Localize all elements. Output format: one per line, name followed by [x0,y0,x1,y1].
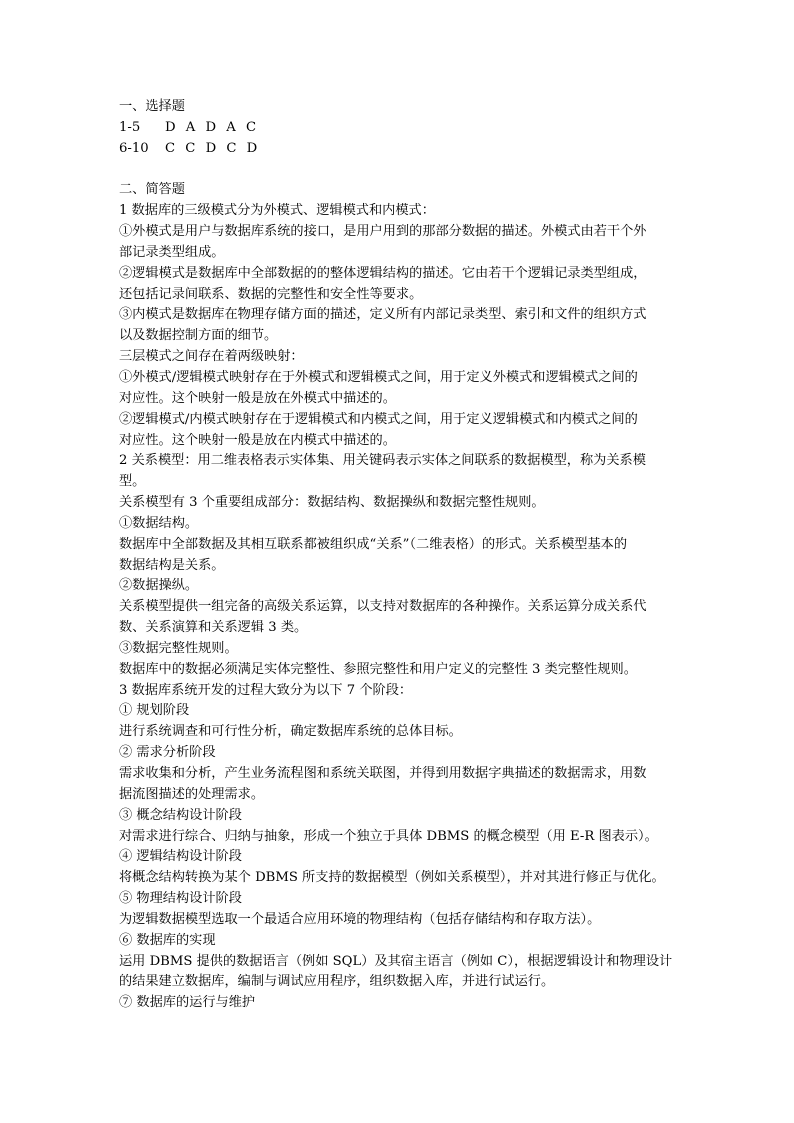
text-line: ②逻辑模式/内模式映射存在于逻辑模式和内模式之间，用于定义逻辑模式和内模式之间的 [119,411,638,427]
text-line: ③内模式是数据库在物理存储方面的描述，定义所有内部记录类型、索引和文件的组织方式 [119,307,647,323]
text-line: ④ 逻辑结构设计阶段 [119,849,242,865]
text-line: 关系模型提供一组完备的高级关系运算，以支持对数据库的各种操作。关系运算分成关系代 [119,599,647,615]
text-line: ⑤ 物理结构设计阶段 [119,891,242,907]
text-line: ①外模式/逻辑模式映射存在于外模式和逻辑模式之间，用于定义外模式和逻辑模式之间的 [119,369,638,385]
text-line: 还包括记录间联系、数据的完整性和安全性等要求。 [119,286,423,302]
text-line: 运用 DBMS 提供的数据语言（例如 SQL）及其宿主语言（例如 C），根据逻辑设计和物理设计 [119,953,673,969]
text-line: 对应性。这个映射一般是放在外模式中描述的。 [119,390,396,406]
answer-range: 1-5 [119,119,141,135]
section-heading-short-answer: 二、简答题 [119,182,185,198]
blank-line [119,160,679,181]
text-line: 为逻辑数据模型选取一个最适合应用环境的物理结构（包括存储结构和存取方法）。 [119,911,601,927]
text-line: 三层模式之间存在着两级映射： [119,349,304,365]
document-body [119,97,679,1014]
answer-range: 6-10 [119,140,149,156]
text-line: 数、关系演算和关系逻辑 3 类。 [119,620,308,636]
text-line: ②数据操纵。 [119,578,199,594]
answer-row [119,139,679,160]
text-line: ⑦ 数据库的运行与维护 [119,995,256,1011]
text-line: 进行系统调查和可行性分析，确定数据库系统的总体目标。 [119,724,462,740]
text-line: 关系模型有 3 个重要组成部分：数据结构、数据操纵和数据完整性规则。 [119,495,545,511]
text-line: 部记录类型组成。 [119,244,225,260]
text-line: 3 数据库系统开发的过程大致分为以下 7 个阶段： [119,682,413,698]
text-line: 1 数据库的三级模式分为外模式、逻辑模式和内模式： [119,203,435,219]
section-heading-choice: 一、选择题 [119,99,185,114]
answer-keys: D A D A C [165,119,260,135]
text-line: ①外模式是用户与数据库系统的接口，是用户用到的那部分数据的描述。外模式由若干个外 [119,224,647,240]
answer-row [119,118,679,139]
text-line: ⑥ 数据库的实现 [119,932,216,948]
short-answer-text [119,201,679,1014]
text-line: 对应性。这个映射一般是放在内模式中描述的。 [119,432,396,448]
text-line: 的结果建立数据库，编制与调试应用程序，组织数据入库，并进行试运行。 [119,974,555,990]
answer-keys: C C D C D [165,140,261,156]
text-line: 对需求进行综合、归纳与抽象，形成一个独立于具体 DBMS 的概念模型（用 E-R 图表示）。 [119,828,658,844]
text-line: ③ 概念结构设计阶段 [119,807,242,823]
text-line: 型。 [119,474,146,490]
text-line: ① 规划阶段 [119,703,190,719]
text-line: 需求收集和分析，产生业务流程图和系统关联图，并得到用数据字典描述的数据需求，用数 [119,766,647,781]
text-line: 据流图描述的处理需求。 [119,786,265,802]
text-line: ③数据完整性规则。 [119,640,238,656]
text-line: ①数据结构。 [119,515,199,531]
text-line: 数据结构是关系。 [119,557,225,573]
text-line: ②逻辑模式是数据库中全部数据的的整体逻辑结构的描述。它由若干个逻辑记录类型组成， [119,265,647,281]
text-line: ② 需求分析阶段 [119,745,216,761]
text-line: 将概念结构转换为某个 DBMS 所支持的数据模型（例如关系模型），并对其进行修正与优化。 [119,870,665,886]
text-line: 数据库中全部数据及其相互联系都被组织成“关系”（二维表格）的形式。关系模型基本的 [119,536,628,552]
text-line: 2 关系模型：用二维表格表示实体集、用关键码表示实体之间联系的数据模型，称为关系模 [119,453,646,469]
text-line: 以及数据控制方面的细节。 [119,328,278,344]
text-line: 数据库中的数据必须满足实体完整性、参照完整性和用户定义的完整性 3 类完整性规则。 [119,661,637,677]
